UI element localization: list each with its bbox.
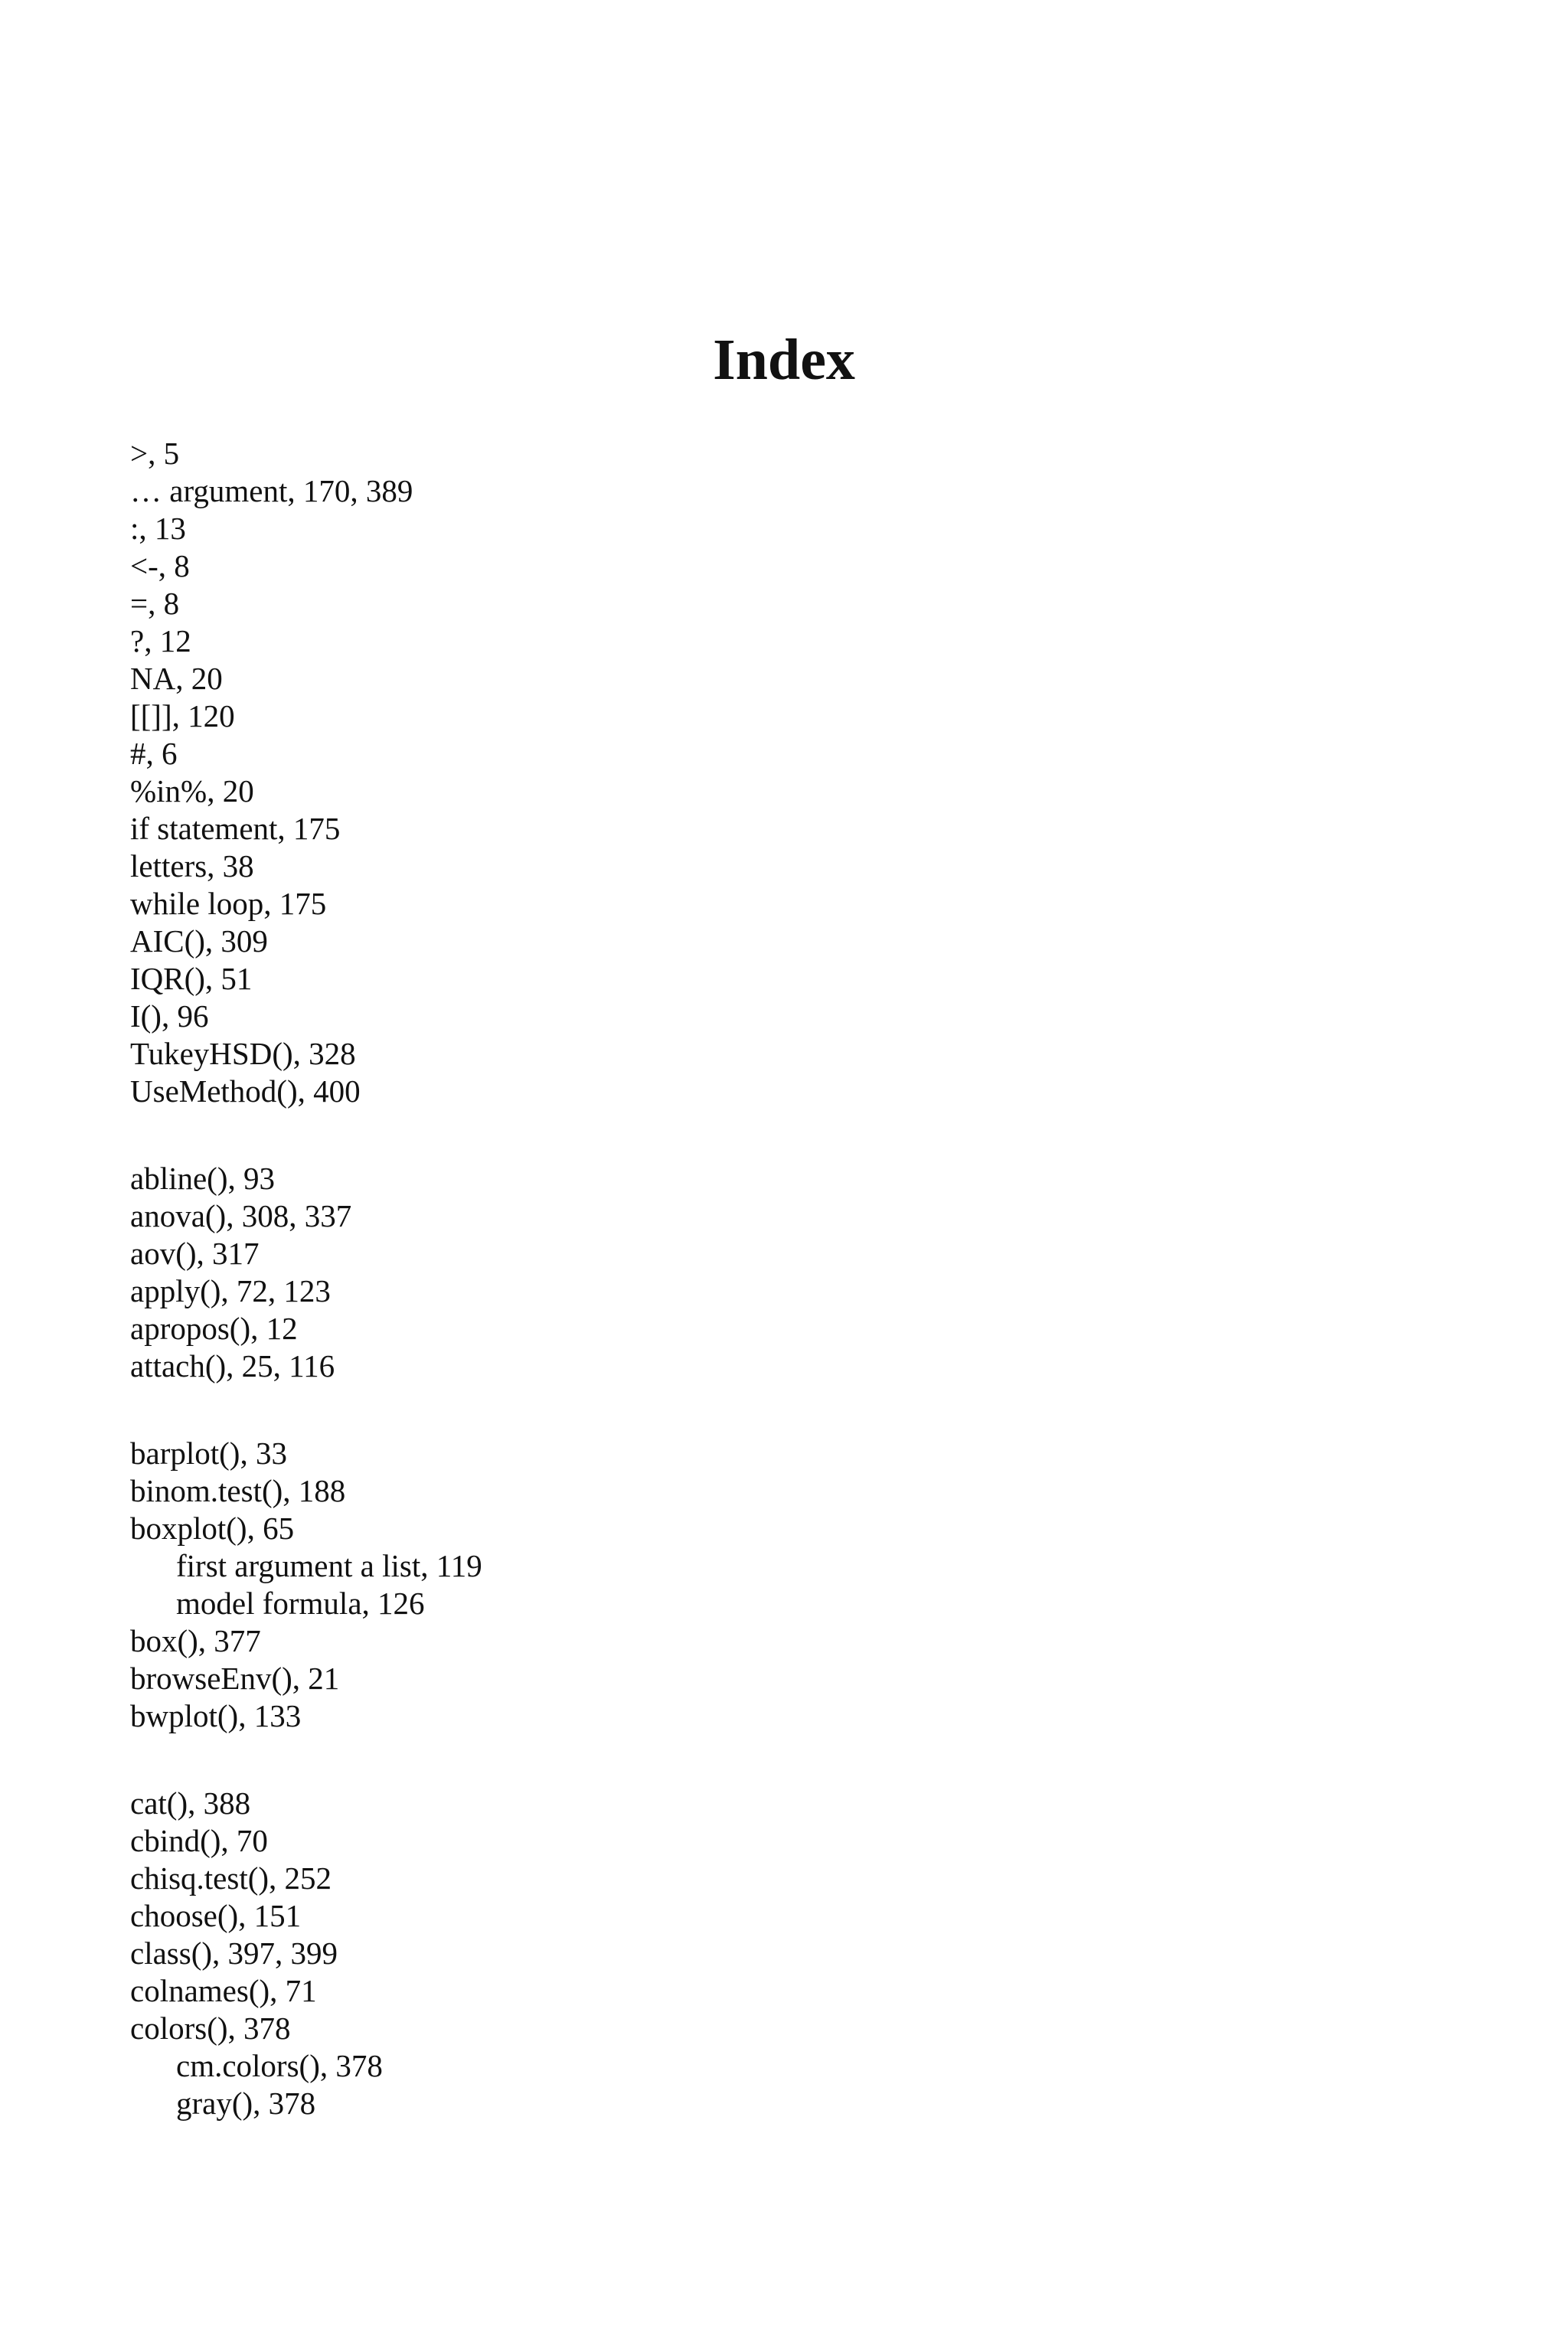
index-entry: chisq.test(), 252 <box>130 1860 332 1896</box>
index-subentry: gray(), 378 <box>176 2086 316 2121</box>
index-entry: >, 5 <box>130 436 180 471</box>
index-entry: … argument, 170, 389 <box>130 473 413 508</box>
index-entry: binom.test(), 188 <box>130 1473 346 1508</box>
index-entry: I(), 96 <box>130 998 209 1034</box>
index-group <box>130 1435 1432 1735</box>
index-group <box>130 1785 1432 2122</box>
index-subentry: model formula, 126 <box>176 1586 425 1621</box>
index-subentry: first argument a list, 119 <box>176 1548 482 1583</box>
index-entry: attach(), 25, 116 <box>130 1348 335 1383</box>
page-title: Index <box>713 328 855 392</box>
index-group <box>130 1160 1432 1385</box>
index-entry: boxplot(), 65 <box>130 1511 295 1546</box>
index-subentry: cm.colors(), 378 <box>176 2048 383 2083</box>
index-entry: :, 13 <box>130 511 186 546</box>
index-entry: anova(), 308, 337 <box>130 1198 352 1233</box>
index-entry: UseMethod(), 400 <box>130 1073 361 1109</box>
index-entry: apropos(), 12 <box>130 1311 298 1346</box>
index-entry: TukeyHSD(), 328 <box>130 1036 356 1071</box>
index-entry: class(), 397, 399 <box>130 1936 338 1971</box>
index-entry: cat(), 388 <box>130 1785 251 1821</box>
index-entry: box(), 377 <box>130 1623 261 1658</box>
index-entry: browseEnv(), 21 <box>130 1661 340 1696</box>
index-entry: colors(), 378 <box>130 2011 291 2046</box>
index-entry: choose(), 151 <box>130 1898 302 1933</box>
index-entry: IQR(), 51 <box>130 961 253 996</box>
index-entry: apply(), 72, 123 <box>130 1273 331 1308</box>
index-entry: =, 8 <box>130 586 180 621</box>
index-entry: #, 6 <box>130 736 178 771</box>
index-entry: while loop, 175 <box>130 886 327 921</box>
index-entry: ?, 12 <box>130 623 191 658</box>
index-entry: <-, 8 <box>130 548 190 583</box>
index-entry: abline(), 93 <box>130 1161 275 1196</box>
index-entry: letters, 38 <box>130 848 254 884</box>
index-entry: if statement, 175 <box>130 811 341 846</box>
index-entry: NA, 20 <box>130 661 223 696</box>
index-entry: aov(), 317 <box>130 1236 260 1271</box>
index-group <box>130 435 1432 1110</box>
index-entry: %in%, 20 <box>130 773 254 808</box>
index-entry: colnames(), 71 <box>130 1973 317 2008</box>
index-entry: barplot(), 33 <box>130 1436 287 1471</box>
index-entry: bwplot(), 133 <box>130 1698 302 1733</box>
index-entry: [[]], 120 <box>130 698 235 733</box>
index-entry: AIC(), 309 <box>130 923 268 959</box>
index-entry: cbind(), 70 <box>130 1823 268 1858</box>
index-list <box>130 435 1432 2122</box>
